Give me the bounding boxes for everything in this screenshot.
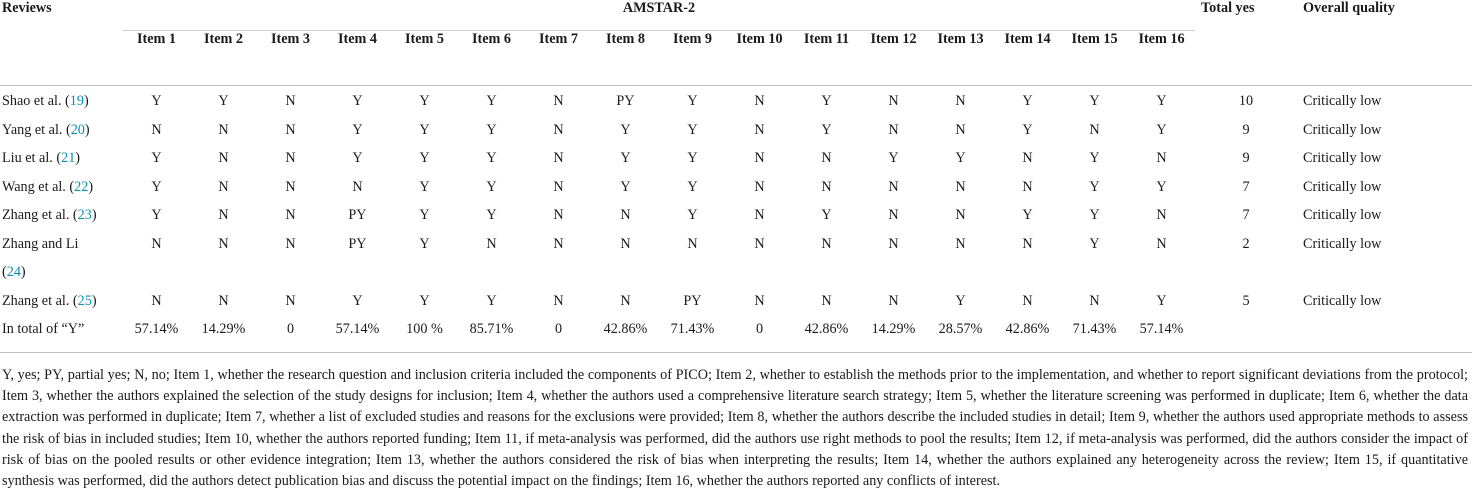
rating-cell: N — [888, 207, 899, 223]
table-row — [0, 287, 1472, 316]
rating-cell: N — [553, 178, 564, 195]
rating-cell: N — [955, 121, 966, 138]
total-yes-header: Total yes — [1201, 0, 1255, 16]
reference-link[interactable]: 23 — [77, 207, 92, 223]
rating-cell: Y — [620, 150, 631, 166]
rating-cell: Y — [419, 150, 430, 166]
rating-cell: N — [1089, 292, 1100, 309]
rating-cell: N — [687, 235, 698, 252]
rating-cell: N — [754, 178, 765, 195]
item-header: Item 15 — [1071, 31, 1118, 47]
rating-cell: N — [888, 178, 899, 195]
totals-cell: 0 — [286, 321, 295, 337]
totals-cell: 0 — [554, 321, 563, 337]
rating-cell: Y — [955, 150, 966, 166]
reference-close: ) — [91, 292, 97, 309]
totals-label: In total of “Y” — [2, 321, 85, 337]
rating-cell: Y — [687, 178, 698, 195]
amstar-header: AMSTAR-2 — [123, 0, 1195, 31]
item-header: Item 9 — [672, 31, 712, 47]
reviews-header: Reviews — [2, 0, 52, 16]
rating-cell: N — [620, 207, 631, 223]
table-row — [0, 173, 1472, 202]
rating-cell: Y — [1022, 93, 1033, 109]
rating-cell: N — [218, 150, 229, 166]
rating-cell: Y — [687, 207, 698, 223]
rating-cell: N — [553, 93, 564, 109]
overall-quality-cell: Critically low — [1303, 178, 1382, 195]
reference-close: ) — [88, 178, 94, 195]
rating-cell: Y — [486, 178, 497, 195]
rating-cell: Y — [486, 207, 497, 223]
rating-cell: Y — [486, 93, 497, 109]
body-bottom-rule — [0, 344, 1472, 353]
rating-cell: Y — [486, 150, 497, 166]
rating-cell: Y — [1089, 235, 1100, 252]
overall-quality-cell: Critically low — [1303, 207, 1382, 223]
totals-cell: 14.29% — [201, 321, 246, 337]
rating-cell: N — [486, 235, 497, 252]
total-yes-cell: 2 — [1242, 235, 1250, 252]
rating-cell: N — [754, 121, 765, 138]
overall-quality-cell: Critically low — [1303, 93, 1382, 109]
rating-cell: Y — [1022, 121, 1033, 138]
rating-cell: Y — [352, 150, 363, 166]
rating-cell: N — [821, 178, 832, 195]
totals-empty — [1195, 315, 1297, 344]
rating-cell: N — [888, 235, 899, 252]
review-name: Liu et al. ( — [2, 150, 62, 166]
totals-cell: 42.86% — [804, 321, 849, 337]
reference-open: ( — [2, 263, 7, 280]
rating-cell: N — [754, 207, 765, 223]
item-header: Item 13 — [937, 31, 984, 47]
rating-cell: N — [285, 93, 296, 109]
reference-link[interactable]: 22 — [74, 178, 89, 195]
item-header: Item 4 — [337, 31, 377, 47]
totals-row — [0, 315, 1472, 344]
totals-cell: 14.29% — [871, 321, 916, 337]
rating-cell: N — [285, 178, 296, 195]
reference-link[interactable]: 25 — [77, 292, 92, 309]
rating-cell: Y — [620, 121, 631, 138]
item-header: Item 6 — [471, 31, 511, 47]
reference-link[interactable]: 20 — [70, 121, 85, 138]
totals-cell: 71.43% — [670, 321, 715, 337]
total-yes-cell: 9 — [1242, 121, 1250, 138]
rating-cell: N — [1022, 292, 1033, 309]
rating-cell: Y — [151, 178, 162, 195]
table-row — [0, 116, 1472, 145]
rating-cell: N — [553, 207, 564, 223]
rating-cell: N — [1156, 150, 1167, 166]
rating-cell: N — [955, 93, 966, 109]
review-cell — [0, 144, 123, 173]
total-yes-cell: 9 — [1242, 150, 1250, 166]
rating-cell: N — [1089, 121, 1100, 138]
reference-link[interactable]: 24 — [6, 263, 21, 280]
rating-cell: PY — [348, 235, 367, 252]
rating-cell: Y — [218, 93, 229, 109]
rating-cell: Y — [419, 93, 430, 109]
item-header: Item 12 — [870, 31, 917, 47]
total-yes-cell: 7 — [1242, 207, 1250, 223]
rating-cell: Y — [687, 150, 698, 166]
rating-cell: Y — [151, 93, 162, 109]
rating-cell: N — [1022, 235, 1033, 252]
rating-cell: Y — [1156, 292, 1167, 309]
body-top-rule — [0, 77, 1472, 86]
overall-quality-cell: Critically low — [1303, 121, 1382, 138]
item-header: Item 14 — [1004, 31, 1051, 47]
header-spacer — [1195, 31, 1297, 78]
rating-cell: N — [888, 121, 899, 138]
item-header: Item 5 — [404, 31, 444, 47]
table-footnote: Y, yes; PY, partial yes; N, no; Item 1, whether the research question and inclusion criteria included the components of PICO; Item 2, whether to establish the methods prior to the implementation, and whether to report significant deviations from the protocol; Item 3, whether the authors explained the selection of the study designs for inclusion; Item 4, whether the authors used a comprehensive literature search strategy; Item 5, whether the literature screening was performed in duplicate; Item 6, whether the data extraction was performed in duplicate; Item 7, whether a list of excluded studies and reasons for the exclusions were provided; Item 8, whether the authors describe the included studies in detail; Item 9, whether the authors used appropriate methods to assess the risk of bias in included studies; Item 10, whether the authors reported funding; Item 11, if meta-analysis was performed, did the authors use right methods to pool the results; Item 12, if meta-analysis was performed, did the authors consider the impact of risk of bias on the pooled results or other evidence integration; Item 13, whether the authors considered the risk of bias when interpreting the results; Item 14, whether the authors explained any heterogeneity across the review; Item 15, if quantitative synthesis was performed, did the authors detect publication bias and discuss the potential impact on the findings; Item 16, whether the authors reported any conflicts of interest. — [2, 367, 1468, 490]
rating-cell: N — [1022, 178, 1033, 195]
item-header: Item 16 — [1138, 31, 1185, 47]
rating-cell: N — [888, 292, 899, 309]
rating-cell: N — [151, 121, 162, 138]
header-spacer — [1297, 31, 1472, 78]
rating-cell: Y — [1156, 93, 1167, 109]
totals-empty — [1297, 315, 1472, 344]
review-name: Wang et al. ( — [2, 178, 75, 195]
rating-cell: N — [553, 235, 564, 252]
reference-close: ) — [84, 121, 90, 138]
rating-cell: Y — [821, 207, 832, 223]
rating-cell: Y — [419, 292, 430, 309]
rating-cell: N — [151, 292, 162, 309]
rating-cell: Y — [687, 93, 698, 109]
totals-cell: 85.71% — [469, 321, 514, 337]
totals-cell: 0 — [755, 321, 764, 337]
rating-cell: Y — [821, 93, 832, 109]
review-cell — [0, 201, 123, 230]
table-row — [0, 230, 1472, 287]
rating-cell: N — [218, 207, 229, 223]
overall-quality-cell: Critically low — [1303, 235, 1382, 252]
review-name: Yang et al. ( — [2, 121, 71, 138]
reference-close: ) — [91, 207, 97, 223]
rating-cell: Y — [1089, 150, 1100, 166]
total-yes-cell: 10 — [1238, 93, 1254, 109]
rating-cell: N — [218, 121, 229, 138]
overall-quality-cell: Critically low — [1303, 292, 1382, 309]
totals-cell: 57.14% — [335, 321, 380, 337]
rating-cell: Y — [486, 292, 497, 309]
review-cell — [0, 173, 123, 202]
rating-cell: PY — [616, 93, 635, 109]
table-row — [0, 87, 1472, 116]
rating-cell: Y — [1156, 121, 1167, 138]
rating-cell: Y — [955, 292, 966, 309]
item-header: Item 3 — [270, 31, 310, 47]
rating-cell: Y — [1089, 178, 1100, 195]
rating-cell: Y — [620, 178, 631, 195]
rating-cell: N — [285, 121, 296, 138]
review-cell — [0, 230, 123, 287]
rating-cell: N — [285, 235, 296, 252]
rating-cell: N — [1156, 235, 1167, 252]
rating-cell: Y — [352, 121, 363, 138]
rating-cell: Y — [1022, 207, 1033, 223]
rating-cell: Y — [1089, 93, 1100, 109]
overall-quality-header: Overall quality — [1303, 0, 1395, 16]
overall-quality-cell: Critically low — [1303, 150, 1382, 166]
rating-cell: N — [620, 235, 631, 252]
reference-close: ) — [83, 93, 89, 109]
totals-cell: 28.57% — [938, 321, 983, 337]
rating-cell: PY — [348, 207, 367, 223]
item-header: Item 2 — [203, 31, 243, 47]
rating-cell: Y — [1156, 178, 1167, 195]
reference-close: ) — [75, 150, 81, 166]
rating-cell: Y — [151, 150, 162, 166]
rating-cell: N — [218, 292, 229, 309]
rating-cell: N — [821, 235, 832, 252]
rating-cell: Y — [486, 121, 497, 138]
totals-cell: 71.43% — [1072, 321, 1117, 337]
rating-cell: N — [553, 150, 564, 166]
rating-cell: Y — [888, 150, 899, 166]
rating-cell: N — [754, 292, 765, 309]
review-cell — [0, 87, 123, 116]
review-name: Zhang and Li — [2, 235, 79, 252]
reference-link[interactable]: 19 — [69, 93, 84, 109]
table-body — [0, 77, 1472, 352]
item-header: Item 7 — [538, 31, 578, 47]
rating-cell: Y — [151, 207, 162, 223]
total-yes-cell: 5 — [1242, 292, 1250, 309]
rating-cell: N — [754, 150, 765, 166]
rating-cell: N — [754, 235, 765, 252]
review-name: Zhang et al. ( — [2, 207, 78, 223]
totals-cell: 42.86% — [603, 321, 648, 337]
rating-cell: N — [1022, 150, 1033, 166]
item-header: Item 8 — [605, 31, 645, 47]
review-name: Zhang et al. ( — [2, 292, 78, 309]
rating-cell: Y — [419, 207, 430, 223]
rating-cell: N — [285, 292, 296, 309]
rating-cell: Y — [821, 121, 832, 138]
rating-cell: Y — [419, 178, 430, 195]
rating-cell: N — [620, 292, 631, 309]
totals-cell: 100 % — [406, 321, 443, 337]
item-header: Item 11 — [803, 31, 850, 47]
rating-cell: N — [553, 121, 564, 138]
rating-cell: Y — [419, 121, 430, 138]
review-cell — [0, 287, 123, 316]
rating-cell: Y — [687, 121, 698, 138]
table-row — [0, 144, 1472, 173]
totals-cell: 57.14% — [1139, 321, 1184, 337]
rating-cell: N — [821, 292, 832, 309]
rating-cell: N — [888, 93, 899, 109]
item-header: Item 10 — [736, 31, 783, 47]
rating-cell: N — [352, 178, 363, 195]
rating-cell: Y — [352, 292, 363, 309]
reference-link[interactable]: 21 — [61, 150, 76, 166]
reference-close: ) — [20, 263, 26, 280]
rating-cell: PY — [683, 292, 702, 309]
rating-cell: Y — [352, 93, 363, 109]
rating-cell: N — [553, 292, 564, 309]
rating-cell: N — [821, 150, 832, 166]
totals-cell: 57.14% — [134, 321, 179, 337]
rating-cell: N — [955, 178, 966, 195]
rating-cell: N — [151, 235, 162, 252]
rating-cell: N — [955, 235, 966, 252]
rating-cell: N — [218, 178, 229, 195]
rating-cell: Y — [1089, 207, 1100, 223]
rating-cell: N — [218, 235, 229, 252]
rating-cell: N — [285, 150, 296, 166]
header-spacer — [0, 31, 123, 78]
rating-cell: N — [1156, 207, 1167, 223]
table-row — [0, 201, 1472, 230]
rating-cell: N — [754, 93, 765, 109]
review-name: Shao et al. ( — [2, 93, 70, 109]
rating-cell: N — [285, 207, 296, 223]
rating-cell: Y — [419, 235, 430, 252]
totals-cell: 42.86% — [1005, 321, 1050, 337]
review-cell — [0, 116, 123, 145]
rating-cell: N — [955, 207, 966, 223]
item-header: Item 1 — [136, 31, 176, 47]
total-yes-cell: 7 — [1242, 178, 1250, 195]
